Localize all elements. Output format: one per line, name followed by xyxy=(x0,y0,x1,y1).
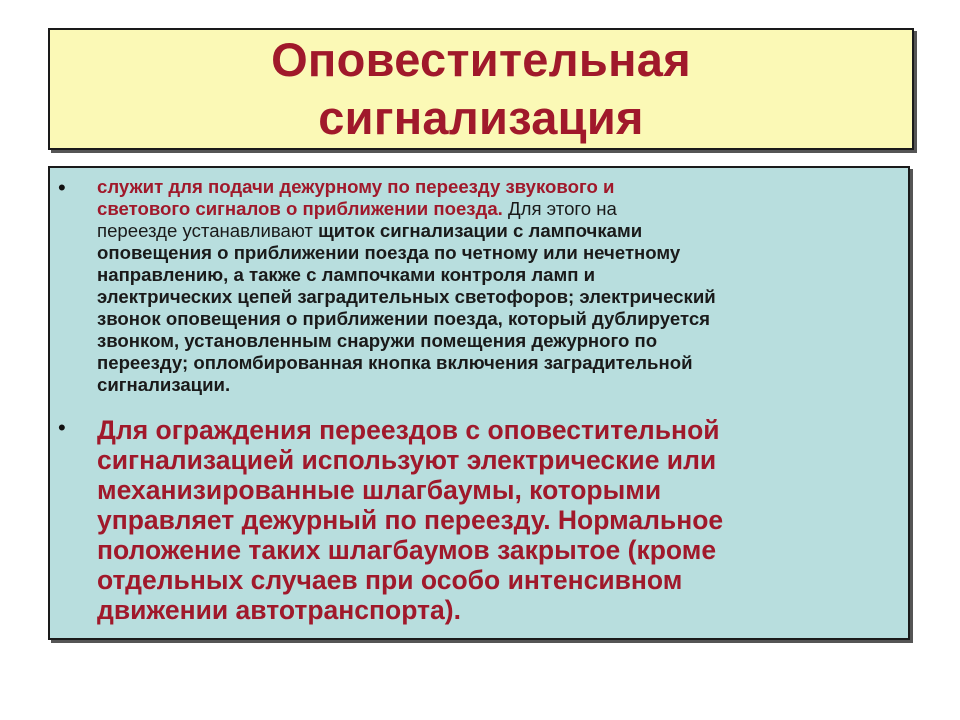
paragraph-1-line xyxy=(97,352,897,374)
text-run: переезду; опломбированная кнопка включения заградительной xyxy=(97,352,693,373)
text-run: сигнализации. xyxy=(97,374,231,395)
paragraph-1-line xyxy=(97,286,897,308)
paragraph-1-line xyxy=(97,308,897,330)
text-run: светового сигналов о приближении поезда. xyxy=(97,198,503,219)
paragraph-2-line: положение таких шлагбаумов закрытое (кроме xyxy=(97,535,717,565)
paragraph-1-line xyxy=(97,220,897,242)
bullet-marker-1: • xyxy=(58,175,66,200)
paragraph-2-line: механизированные шлагбаумы, которыми xyxy=(97,475,662,505)
paragraph-1-line xyxy=(97,176,897,198)
paragraph-2-line: Для ограждения переездов с оповестительной xyxy=(97,415,720,445)
paragraph-1-line xyxy=(97,198,897,220)
paragraph-1-line xyxy=(97,374,897,396)
paragraph-2-line: отдельных случаев при особо интенсивном xyxy=(97,565,683,595)
bullet-paragraph-1 xyxy=(97,176,897,396)
paragraph-2-line: сигнализацией используют электрические или xyxy=(97,445,717,475)
bullet-paragraph-2 xyxy=(97,415,897,625)
title-banner xyxy=(48,28,914,150)
text-run: электрических цепей заградительных светофоров; электрический xyxy=(97,286,716,307)
text-run: служит для подачи дежурному по переезду звукового и xyxy=(97,176,615,197)
text-run: щиток сигнализации с лампочками xyxy=(318,220,643,241)
paragraph-1-line xyxy=(97,242,897,264)
paragraph-2-line: управляет дежурный по переезду. Нормальное xyxy=(97,505,724,535)
text-run: Для этого на xyxy=(502,198,617,219)
text-run: звонком, установленным снаружи помещения дежурного по xyxy=(97,330,658,351)
slide-title-line-1: Оповестительная xyxy=(271,33,691,86)
text-run: оповещения о приближении поезда по четному или нечетному xyxy=(97,242,681,263)
text-run: звонок оповещения о приближении поезда, который дублируется xyxy=(97,308,711,329)
slide-title-line-2: сигнализация xyxy=(318,91,644,144)
text-run: направлению, а также с лампочками контроля ламп и xyxy=(97,264,596,285)
content-panel xyxy=(48,166,910,640)
paragraph-1-line xyxy=(97,264,897,286)
paragraph-1-line xyxy=(97,330,897,352)
slide-title xyxy=(271,31,691,147)
paragraph-2-line: движении автотранспорта). xyxy=(97,595,461,625)
bullet-marker-2: • xyxy=(58,415,66,440)
text-run: переезде устанавливают xyxy=(97,220,319,241)
